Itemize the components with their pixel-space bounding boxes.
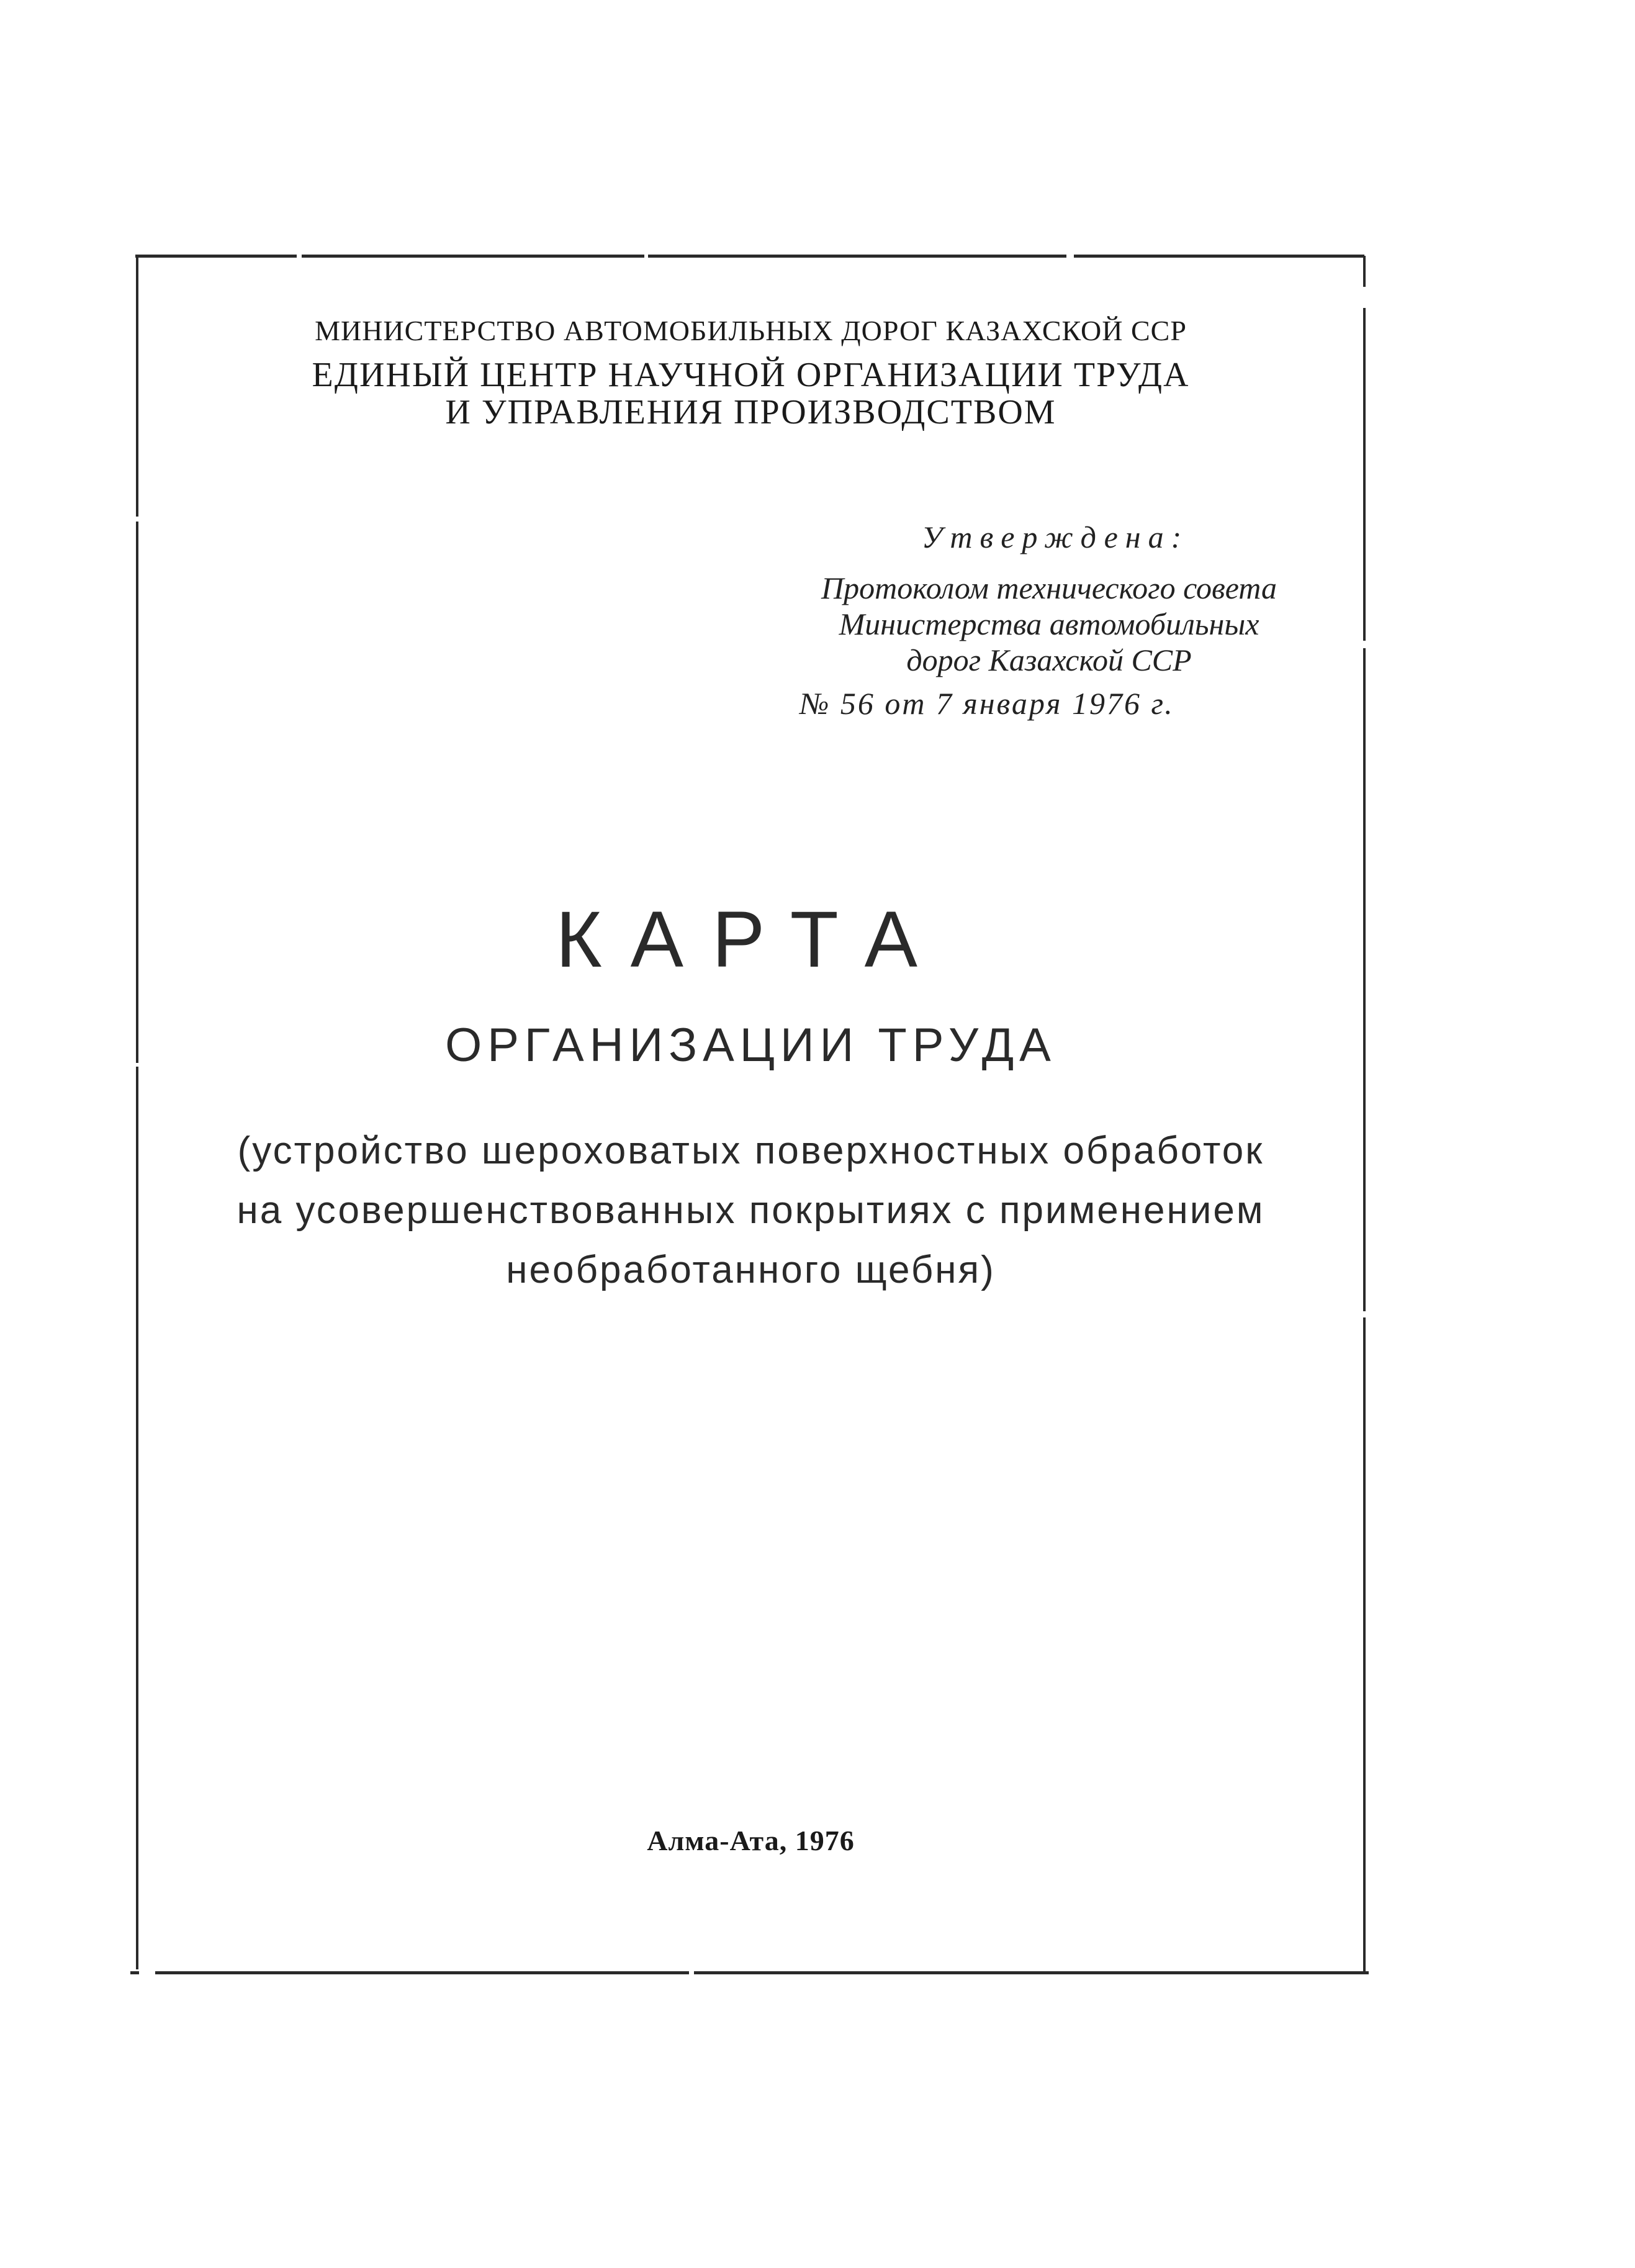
approval-line-2: Министерства автомобильных [839, 607, 1259, 641]
organization-name-line1: ЕДИНЫЙ ЦЕНТР НАУЧНОЙ ОРГАНИЗАЦИИ ТРУДА [312, 356, 1190, 394]
approval-heading: Утверждена: [921, 520, 1189, 554]
frame-bottom-border [130, 1971, 1369, 1974]
frame-right-border [1363, 256, 1366, 1973]
description-line-2: на усовершенствованных покрытиях с применением [236, 1189, 1265, 1232]
organization-name-line2: И УПРАВЛЕНИЯ ПРОИЗВОДСТВОМ [445, 393, 1056, 431]
frame-top-border [135, 255, 1364, 258]
document-subtitle: ОРГАНИЗАЦИИ ТРУДА [445, 1019, 1056, 1072]
ministry-name: МИНИСТЕРСТВО АВТОМОБИЛЬНЫХ ДОРОГ КАЗАХСКОЙ ССР [315, 315, 1187, 346]
publication-place-year: Алма-Ата, 1976 [647, 1825, 855, 1856]
approval-line-1: Протоколом технического совета [821, 571, 1277, 605]
description-line-1: (устройство шероховатых поверхностных обработок [237, 1129, 1264, 1172]
document-title: КАРТА [556, 895, 946, 984]
approval-line-3: дорог Казахской ССР [906, 643, 1192, 677]
description-line-3: необработанного щебня) [506, 1249, 996, 1291]
approval-protocol-number: № 56 от 7 января 1976 г. [799, 686, 1174, 721]
frame-left-border [136, 256, 138, 1969]
